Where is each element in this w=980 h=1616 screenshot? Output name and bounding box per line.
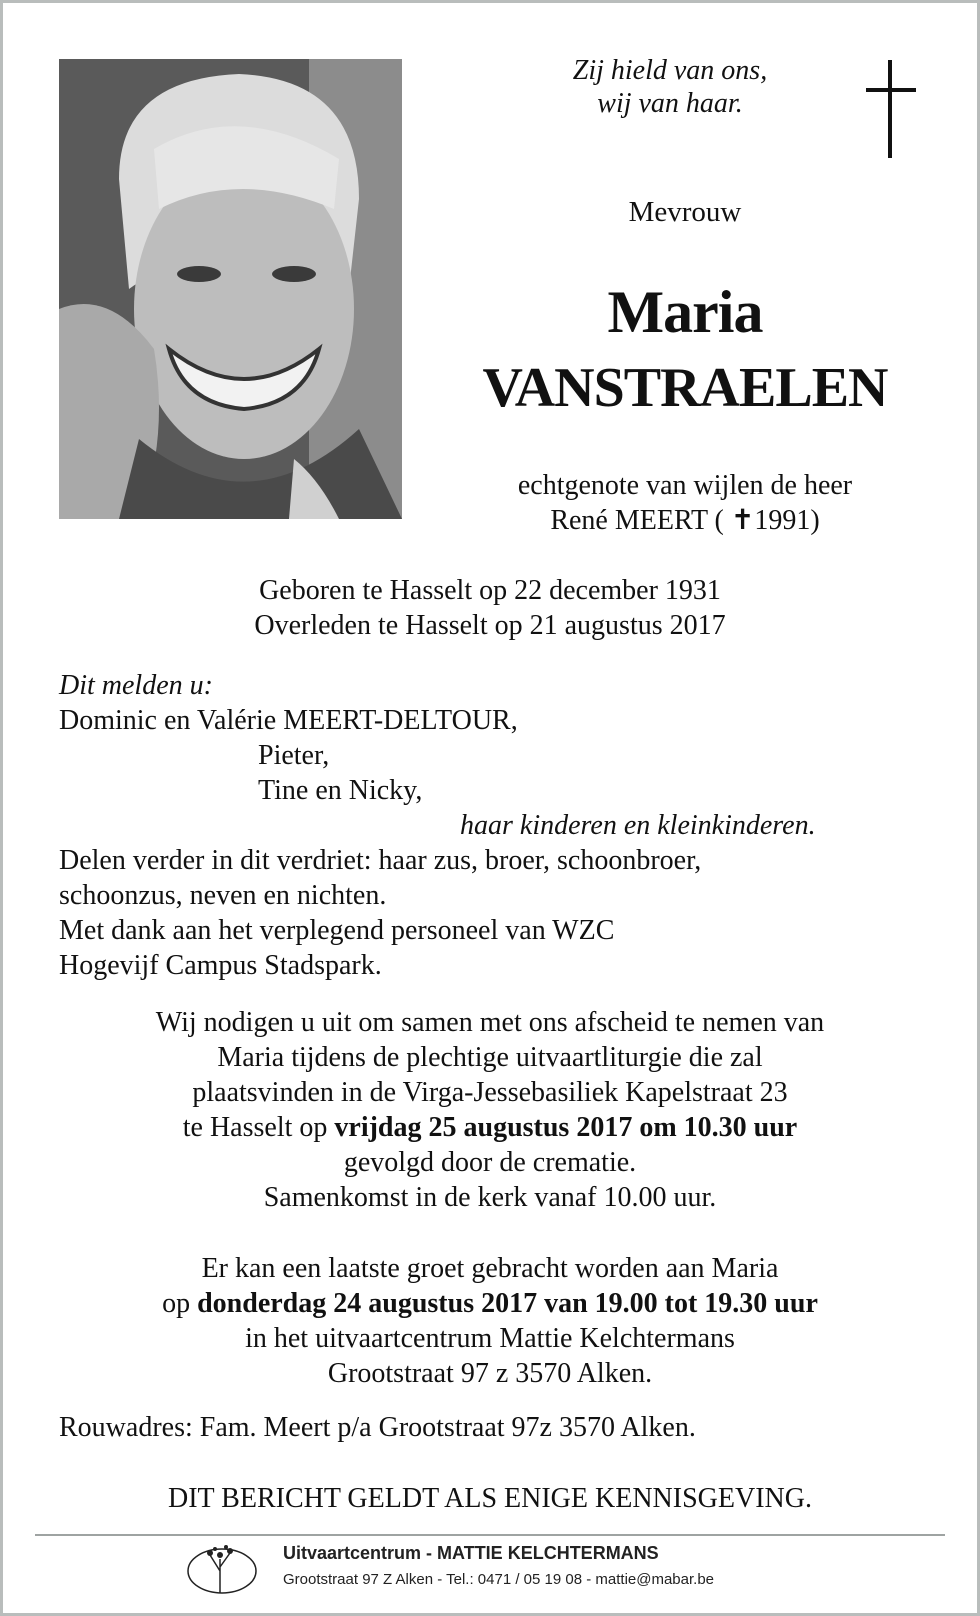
ceremony-place: te Hasselt op: [182, 1112, 335, 1143]
farewell-info: [40, 1251, 940, 1391]
first-name: Maria: [607, 279, 763, 345]
ceremony-datetime: vrijdag 25 augustus 2017 om 10.30 uur: [334, 1112, 798, 1143]
farewell-line-4: Grootstraat 97 z 3570 Alken.: [327, 1358, 653, 1389]
ceremony-line-3: plaatsvinden in de Virga-Jessebasiliek Kapelstraat 23: [192, 1077, 788, 1108]
funeral-home-name: Uitvaartcentrum - MATTIE KELCHTERMANS: [283, 1543, 659, 1563]
farewell-line-1: Er kan een laatste groet gebracht worden aan Maria: [201, 1253, 779, 1284]
ceremony-line-5: gevolgd door de crematie.: [343, 1147, 637, 1178]
family-relation: haar kinderen en kleinkinderen.: [460, 810, 816, 841]
motto-line-2: wij van haar.: [597, 88, 743, 119]
last-name: VANSTRAELEN: [482, 357, 888, 419]
thanks-line-2: Hogevijf Campus Stadspark.: [59, 950, 382, 981]
funeral-home-contact: Grootstraat 97 Z Alken - Tel.: 0471 / 05 19 08 - mattie@mabar.be: [283, 1571, 715, 1588]
farewell-prefix: op: [162, 1288, 198, 1319]
flower-logo-icon: [186, 1541, 258, 1595]
sole-notice: DIT BERICHT GELDT ALS ENIGE KENNISGEVING.: [168, 1483, 812, 1514]
farewell-line-3: in het uitvaartcentrum Mattie Kelchtermans: [245, 1323, 735, 1354]
birth-date: Geboren te Hasselt op 22 december 1931: [259, 575, 721, 606]
family-line-3: Tine en Nicky,: [258, 775, 423, 806]
salutation: Mevrouw: [628, 196, 742, 228]
cross-icon: [862, 60, 922, 160]
motto: [490, 54, 850, 120]
motto-line-1: Zij hield van ons,: [572, 55, 768, 86]
ceremony-line-4: [40, 1110, 940, 1145]
farewell-datetime: donderdag 24 augustus 2017 van 19.00 tot 19.30 uur: [197, 1288, 818, 1319]
portrait-illustration: [59, 59, 402, 519]
footer-divider: [35, 1534, 945, 1536]
portrait-photo: [59, 59, 402, 519]
extra-family-1: Delen verder in dit verdriet: haar zus, broer, schoonbroer,: [59, 845, 702, 876]
thanks-line-1: Met dank aan het verplegend personeel van WZC: [59, 915, 615, 946]
family-line-2: Pieter,: [258, 740, 330, 771]
mourning-address: Rouwadres: Fam. Meert p/a Grootstraat 97z 3570 Alken.: [59, 1412, 696, 1443]
ceremony-line-2: Maria tijdens de plechtige uitvaartliturgie die zal: [217, 1042, 763, 1073]
ceremony-info: [40, 1005, 940, 1215]
spouse-info: [440, 468, 930, 538]
spouse-line-2: René MEERT ( ✝1991): [550, 505, 820, 536]
life-dates: [120, 573, 860, 643]
ceremony-line-1: Wij nodigen u uit om samen met ons afscheid te nemen van: [155, 1007, 825, 1038]
announce-intro: Dit melden u:: [59, 670, 213, 701]
spouse-line-1: echtgenote van wijlen de heer: [517, 470, 853, 501]
family-line-1: Dominic en Valérie MEERT-DELTOUR,: [59, 705, 518, 736]
extra-family-2: schoonzus, neven en nichten.: [59, 880, 387, 911]
ceremony-line-6: Samenkomst in de kerk vanaf 10.00 uur.: [263, 1182, 717, 1213]
farewell-line-2: [40, 1286, 940, 1321]
death-date: Overleden te Hasselt op 21 augustus 2017: [254, 610, 726, 641]
